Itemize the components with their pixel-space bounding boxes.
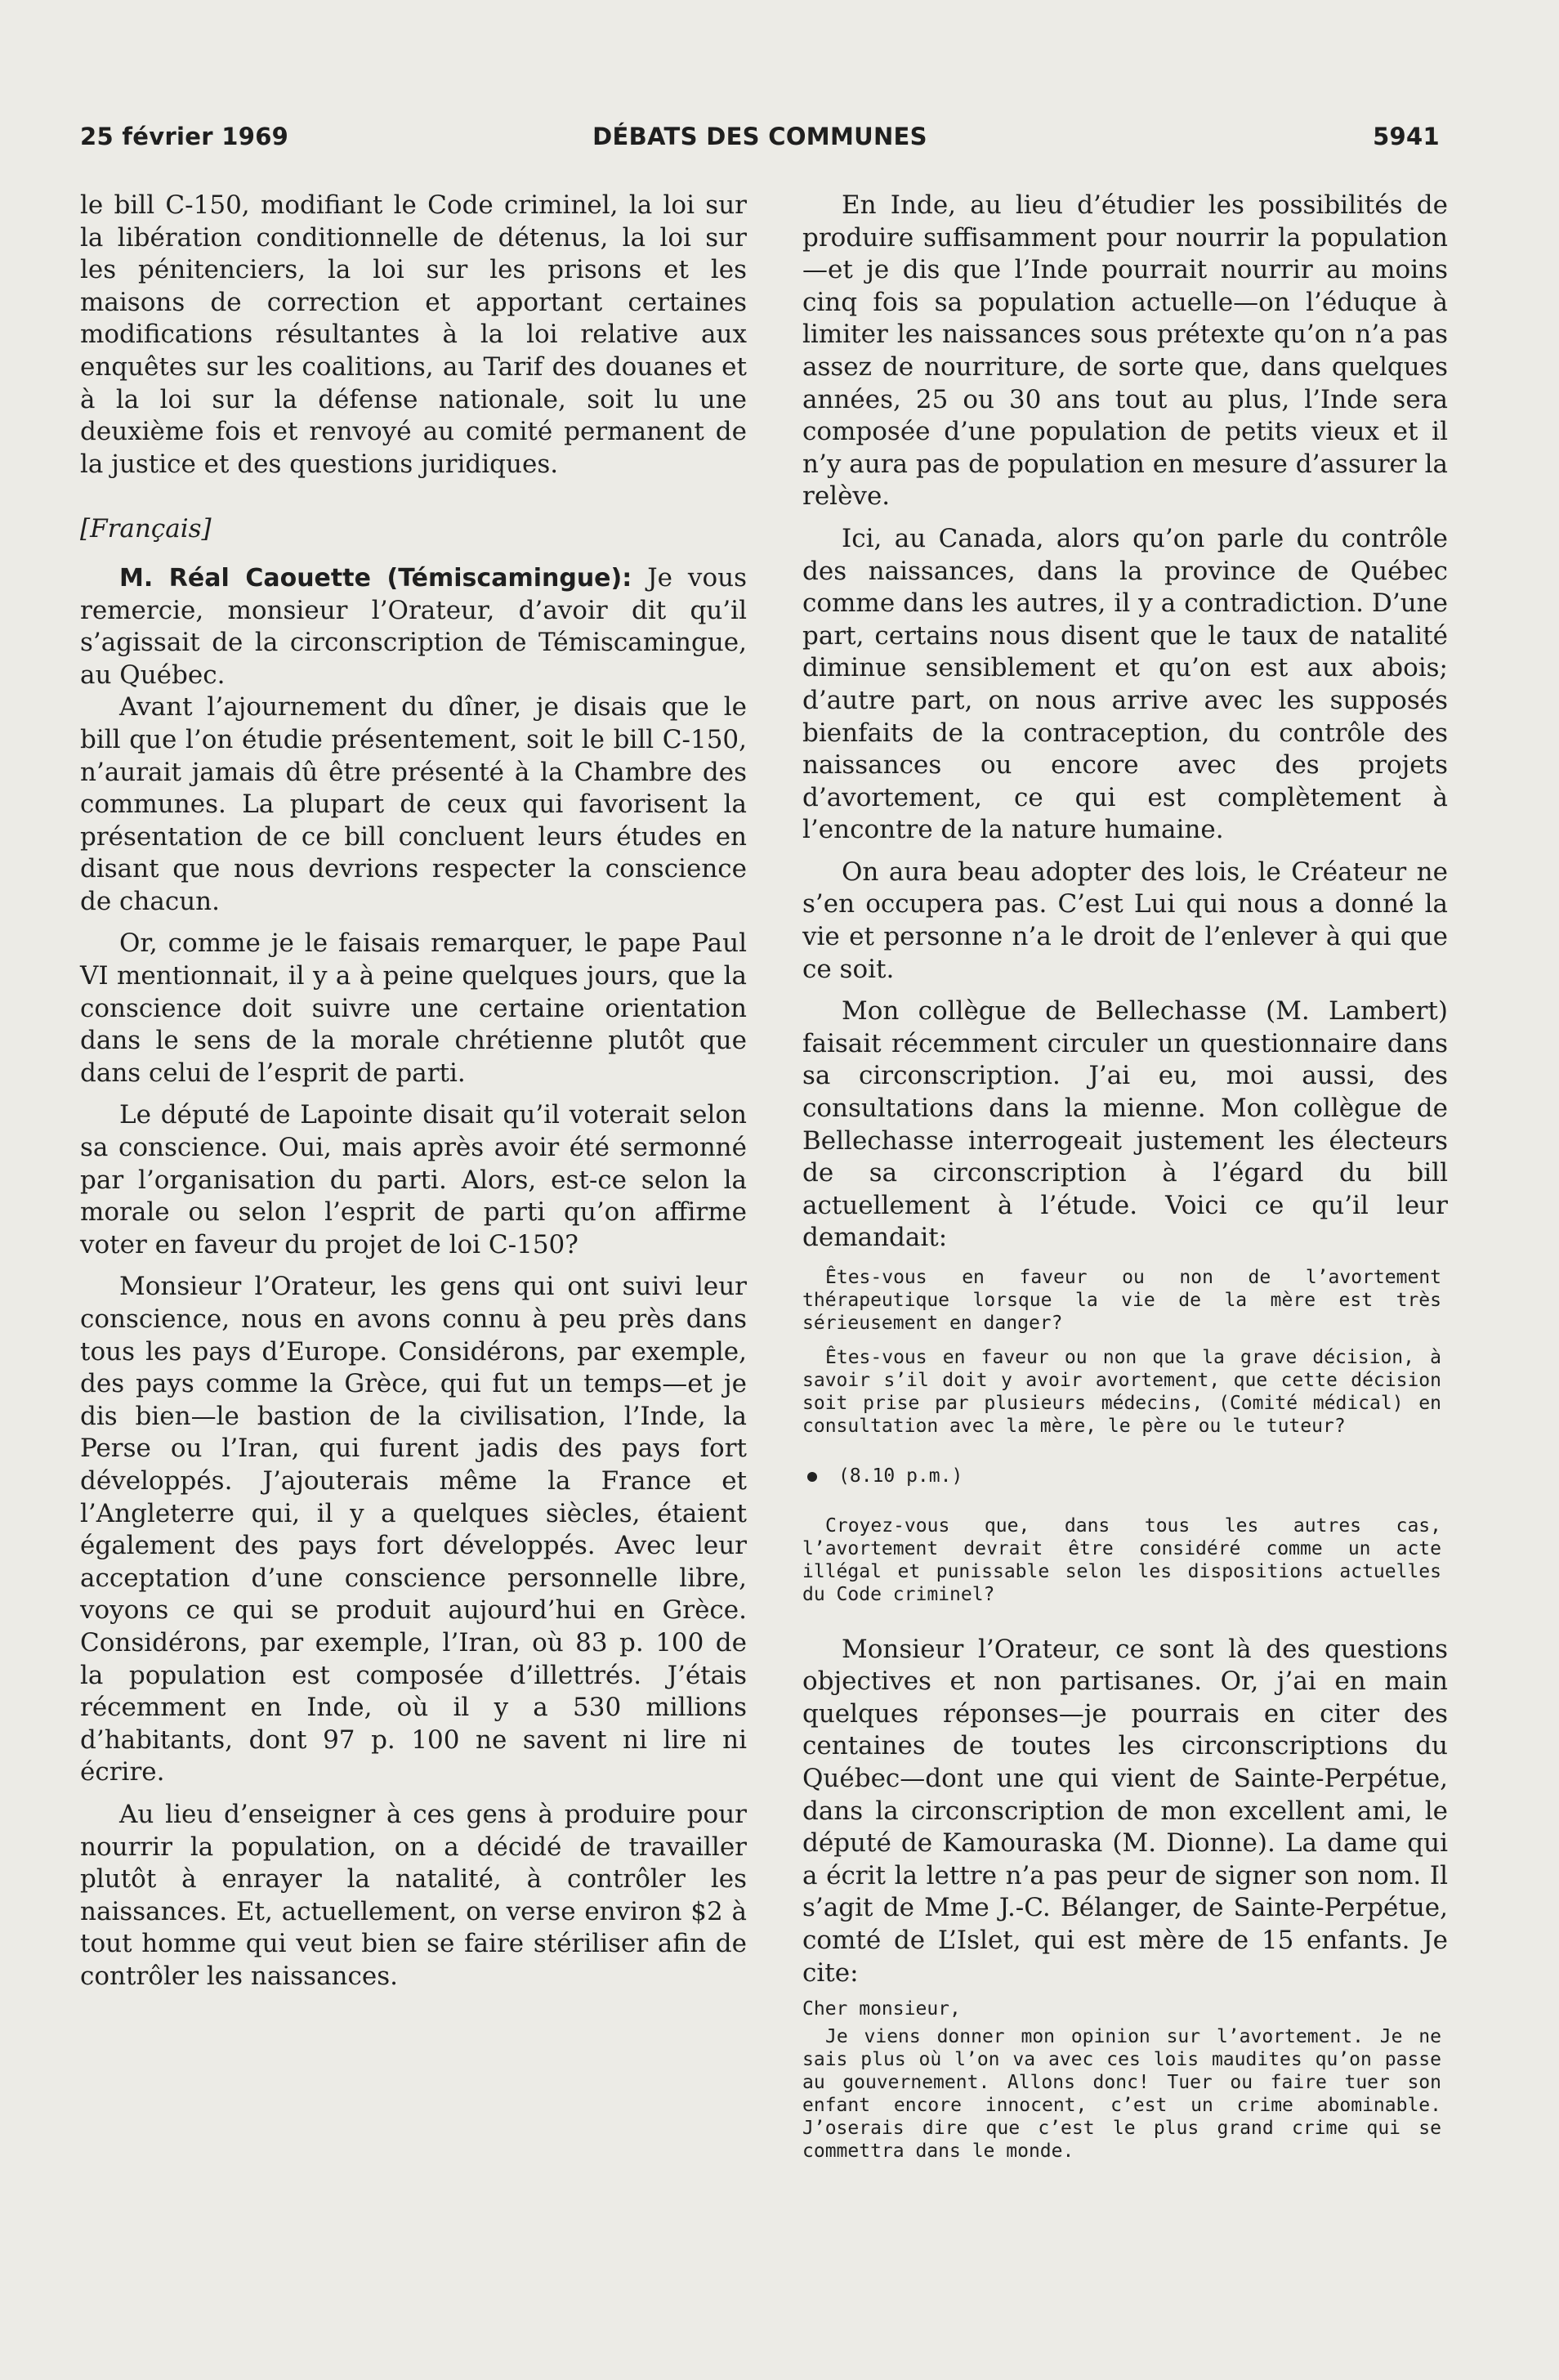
- paragraph: Le député de Lapointe disait qu’il voterait selon sa conscience. Oui, mais après avoir été sermonné par l’organisation du parti. Alors, est-ce selon la morale ou selon l’esprit de parti qu’on affirme voter en faveur du projet de loi C-150?: [80, 1100, 747, 1259]
- paragraph: [80, 562, 747, 691]
- language-marker: [Français]: [80, 514, 212, 544]
- questionnaire-item: Êtes-vous en faveur ou non que la grave décision, à savoir s’il doit y avoir avortement, que cette décision soit prise par plusieurs médecins, (Comité médical) en consultation avec la mère, le père ou le tuteur?: [802, 1347, 1441, 1437]
- page-header: [80, 123, 1440, 163]
- questionnaire-item: Croyez-vous que, dans tous les autres cas, l’avortement devrait être considéré comme un acte illégal et punissable selon les dispositions actuelles du Code criminel?: [802, 1514, 1441, 1605]
- header-date: 25 février 1969: [80, 123, 289, 150]
- speech-text: Je vous remercie, monsieur l’Orateur, d’avoir dit qu’il s’agissait de la circonscription de Témiscamingue, au Québec.: [80, 562, 747, 690]
- time-marker: (8.10 p.m.): [838, 1465, 963, 1487]
- paragraph: Monsieur l’Orateur, les gens qui ont suivi leur conscience, nous en avons connu à peu près dans tous les pays d’Europe. Considérons, par exemple, des pays comme la Grèce, qui fut un temps—et je dis bien—le bastion de la civilisation, l’Inde, la Perse ou l’Iran, qui furent jadis des pays fort développés. J’ajouterais même la France et l’Angleterre qui, il y a quelques siècles, étaient également des pays fort développés. Avec leur acceptation d’une conscience personnelle libre, voyons ce qui se produit aujourd’hui en Grèce. Considérons, par exemple, l’Iran, où 83 p. 100 de la population est composée d’illettrés. J’étais récemment en Inde, où il y a 530 millions d’habitants, dont 97 p. 100 ne savent ni lire ni écrire.: [80, 1272, 747, 1787]
- header-title: DÉBATS DES COMMUNES: [592, 123, 927, 150]
- paragraph: On aura beau adopter des lois, le Créateur ne s’en occupera pas. C’est Lui qui nous a donné la vie et personne n’a le droit de l’enlever à qui que ce soit.: [802, 857, 1448, 984]
- paragraph: En Inde, au lieu d’étudier les possibilités de produire suffisamment pour nourrir la population—et je dis que l’Inde pourrait nourrir au moins cinq fois sa population actuelle—on l’éduque à limiter les naissances sous prétexte qu’on n’a pas assez de nourriture, de sorte que, dans quelques années, 25 ou 30 ans tout au plus, l’Inde sera composée d’une population de petits vieux et il n’y aura pas de population en mesure d’assurer la relève.: [802, 190, 1448, 512]
- letter-salutation: Cher monsieur,: [802, 1998, 961, 2020]
- paragraph: le bill C-150, modifiant le Code criminel, la loi sur la libération conditionnelle de détenus, la loi sur les pénitenciers, la loi sur les prisons et les maisons de correction et apportant certaines modifications résultantes à la loi relative aux enquêtes sur les coalitions, au Tarif des douanes et à la loi sur la défense nationale, soit lu une deuxième fois et renvoyé au comité permanent de la justice et des questions juridiques.: [80, 190, 747, 479]
- bullet-icon: [807, 1472, 817, 1482]
- page-number: 5941: [1373, 123, 1440, 150]
- letter-body: Je viens donner mon opinion sur l’avortement. Je ne sais plus où l’on va avec ces lois maudites qu’on passe au gouvernement. Allons donc! Tuer ou faire tuer son enfant encore innocent, c’est un crime abominable. J’oserais dire que c’est le plus grand crime qui se commettra dans le monde.: [802, 2026, 1441, 2163]
- paragraph: Monsieur l’Orateur, ce sont là des questions objectives et non partisanes. Or, j’ai en main quelques réponses—je pourrais en citer des centaines de toutes les circonscriptions du Québec—dont une qui vient de Sainte-Perpétue, dans la circonscription de mon excellent ami, le député de Kamouraska (M. Dionne). La dame qui a écrit la lettre n’a pas peur de signer son nom. Il s’agit de Mme J.-C. Bélanger, de Sainte-Perpétue, comté de L’Islet, qui est mère de 15 enfants. Je cite:: [802, 1634, 1448, 1988]
- right-column: [802, 190, 1448, 2163]
- paragraph: Mon collègue de Bellechasse (M. Lambert) faisait récemment circuler un questionnaire dans sa circonscription. J’ai eu, moi aussi, des consultations dans la mienne. Mon collègue de Bellechasse interrogeait justement les électeurs de sa circonscription à l’égard du bill actuellement à l’étude. Voici ce qu’il leur demandait:: [802, 996, 1448, 1253]
- timestamp: [802, 1461, 1448, 1493]
- left-column: [80, 190, 747, 1993]
- paragraph: Au lieu d’enseigner à ces gens à produire pour nourrir la population, on a décidé de travailler plutôt à enrayer la natalité, à contrôler les naissances. Et, actuellement, on verse environ $2 à tout homme qui veut bien se faire stériliser afin de contrôler les naissances.: [80, 1799, 747, 1991]
- speaker-name: M. Réal Caouette (Témiscamingue):: [119, 563, 632, 593]
- paragraph: Or, comme je le faisais remarquer, le pape Paul VI mentionnait, il y a à peine quelques jours, que la conscience doit suivre une certaine orientation dans le sens de la morale chrétienne plutôt que dans celui de l’esprit de parti.: [80, 928, 747, 1088]
- questionnaire-item: Êtes-vous en faveur ou non de l’avortement thérapeutique lorsque la vie de la mère est très sérieusement en danger?: [802, 1267, 1441, 1334]
- paragraph: Ici, au Canada, alors qu’on parle du contrôle des naissances, dans la province de Québec comme dans les autres, il y a contradiction. D’une part, certains nous disent que le taux de natalité diminue sensiblement et qu’on est aux abois; d’autre part, on nous arrive avec les supposés bienfaits de la contraception, du contrôle des naissances ou encore avec des projets d’avortement, ce qui est complètement à l’encontre de la nature humaine.: [802, 523, 1448, 845]
- paragraph: Avant l’ajournement du dîner, je disais que le bill que l’on étudie présentement, soit le bill C-150, n’aurait jamais dû être présenté à la Chambre des communes. La plupart de ceux qui favorisent la présentation de ce bill concluent leurs études en disant que nous devrions respecter la conscience de chacun.: [80, 692, 747, 916]
